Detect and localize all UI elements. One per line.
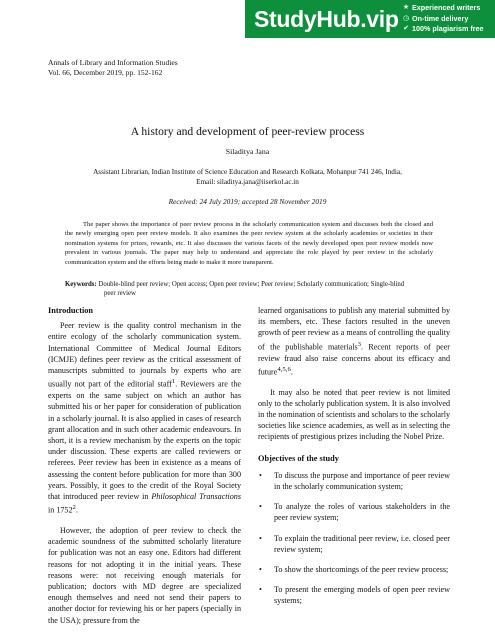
banner-features	[402, 3, 484, 35]
author-email[interactable]: Email: siladitya.jana@iiserkol.ac.in	[196, 177, 299, 186]
star-icon: ★	[402, 4, 410, 12]
keywords-label: Keywords:	[65, 281, 97, 288]
intro-paragraph-3: learned organisations to publish any material submitted by its members, etc. These factors resulted in the uneven growth of peer review as a means of controlling the quality of the publishable materials$^3$. Recent reports of peer review fraud also raise concerns about its efficacy and future$^{4,5,6}$.	[258, 306, 450, 377]
feature-on-time-delivery	[402, 14, 484, 25]
article-dates: Received: 24 July 2019; accepted 28 November 2019	[168, 197, 327, 206]
left-column	[48, 305, 241, 626]
intro-paragraph-2: However, the adoption of peer review to check the academic soundness of the submitted scholarly literature for publication was not an easy one. Editors had different reasons for not adopting it in the initial years. These reasons were: not receiving enough materials for publication; doctors with MD degree are specialized enough themselves and need not send their papers to another doctor for reviewing his or her papers (specially in the USA); pressure from the	[48, 526, 241, 625]
keywords-line2: peer review	[104, 290, 136, 298]
studyhub-banner[interactable]	[245, 0, 495, 38]
author-affiliation	[40, 168, 455, 187]
bullet-icon: •	[259, 533, 262, 543]
journal-header	[48, 58, 178, 77]
bullet-icon: •	[259, 502, 262, 512]
journal-issue: Vol. 66, December 2019, pp. 152-162	[48, 67, 163, 77]
studyhub-logo: StudyHub.vip	[254, 5, 399, 32]
list-item: • To analyze the roles of various stakeholders in the peer review system;	[259, 502, 450, 523]
check-icon: ✔	[403, 25, 409, 33]
list-item: • To present the emerging models of open peer review systems;	[259, 585, 450, 606]
list-item: • To explain the traditional peer review, i.e. closed peer review system;	[259, 533, 450, 554]
objectives-heading: Objectives of the study	[258, 453, 339, 463]
intro-paragraph-4: It may also be noted that peer review is not limited only to the scholarly publication system. It is also involved in the nomination of scientists and scholars to the scholarly societies like science academies, as well as in selecting the recipients of prestigious prizes including the Nobel Prize.	[258, 387, 450, 442]
feature-label: Experienced writers	[412, 3, 481, 13]
bullet-icon: •	[259, 565, 262, 575]
keywords-line1: Double-blind peer review; Open access; Open peer review; Peer review; Scholarly communication; Single-blind	[98, 281, 405, 288]
list-item: • To discuss the purpose and importance of peer review in the scholarly communication system;	[259, 470, 450, 492]
journal-name: Annals of Library and Information Studies	[48, 58, 178, 67]
feature-label: 100% plagiarism free	[412, 24, 484, 34]
citation-ref: 2	[72, 504, 76, 512]
bullet-icon: •	[259, 470, 262, 480]
feature-plagiarism-free	[402, 24, 484, 35]
citation-ref: 3	[357, 340, 361, 348]
citation-ref: 4,5,6	[277, 365, 291, 373]
affiliation-text: Assistant Librarian, Indian Institute of Science Education and Research Kolkata, Mohanpur 741 246, India,	[93, 168, 402, 176]
list-item: • To show the shortcomings of the peer review process;	[259, 565, 449, 575]
introduction-heading: Introduction	[48, 306, 94, 315]
feature-label: On-time delivery	[412, 13, 469, 23]
objectives-list	[258, 470, 450, 607]
article-title: A history and development of peer-review process	[130, 125, 365, 138]
clock-icon: ◷	[402, 14, 410, 22]
right-column	[258, 305, 450, 616]
feature-experienced-writers	[402, 3, 484, 14]
article-author: Siladitya Jana	[225, 147, 270, 156]
abstract: The paper shows the importance of peer review process in the scholarly communication system and discusses both the closed and the newly emerging open peer review models. It also examines the peer review system at the scholarly academies or societies in their nomination systems for prizes, rewards, etc. It also discusses the various facets of the newly developed open peer review models now prevalent in various journals. The paper may help to understand and appreciate the role played by peer review in the scholarly communication system and the efforts being made to make it more transparent.	[65, 221, 433, 266]
keywords	[65, 280, 435, 298]
citation-ref: 1	[171, 378, 176, 386]
bullet-icon: •	[259, 585, 262, 595]
intro-paragraph-1: Peer review is the quality control mechanism in the entire ecology of the scholarly communication system. International Committee of Medical Journal Editors (ICMJE) defines peer review as the critical assessment of manuscripts submitted to journals by experts who are usually not part of the editorial staff$^1$. Reviewers are the experts on the same subject on which an author has submitted his or her paper for consideration of publication in a scholarly journal. It is also applied in cases of research grant allocation and in such other academic endeavours. In short, it is a review mechanism by the experts on the topic under discussion. These experts are called reviewers or referees. Peer review has been in existence as a means of assessing the content before publication for more than 300 years. Possibly, it goes to the credit of the Royal Society that introduced peer review in Philosophical Transactions in 1752$^2$.	[48, 321, 241, 515]
